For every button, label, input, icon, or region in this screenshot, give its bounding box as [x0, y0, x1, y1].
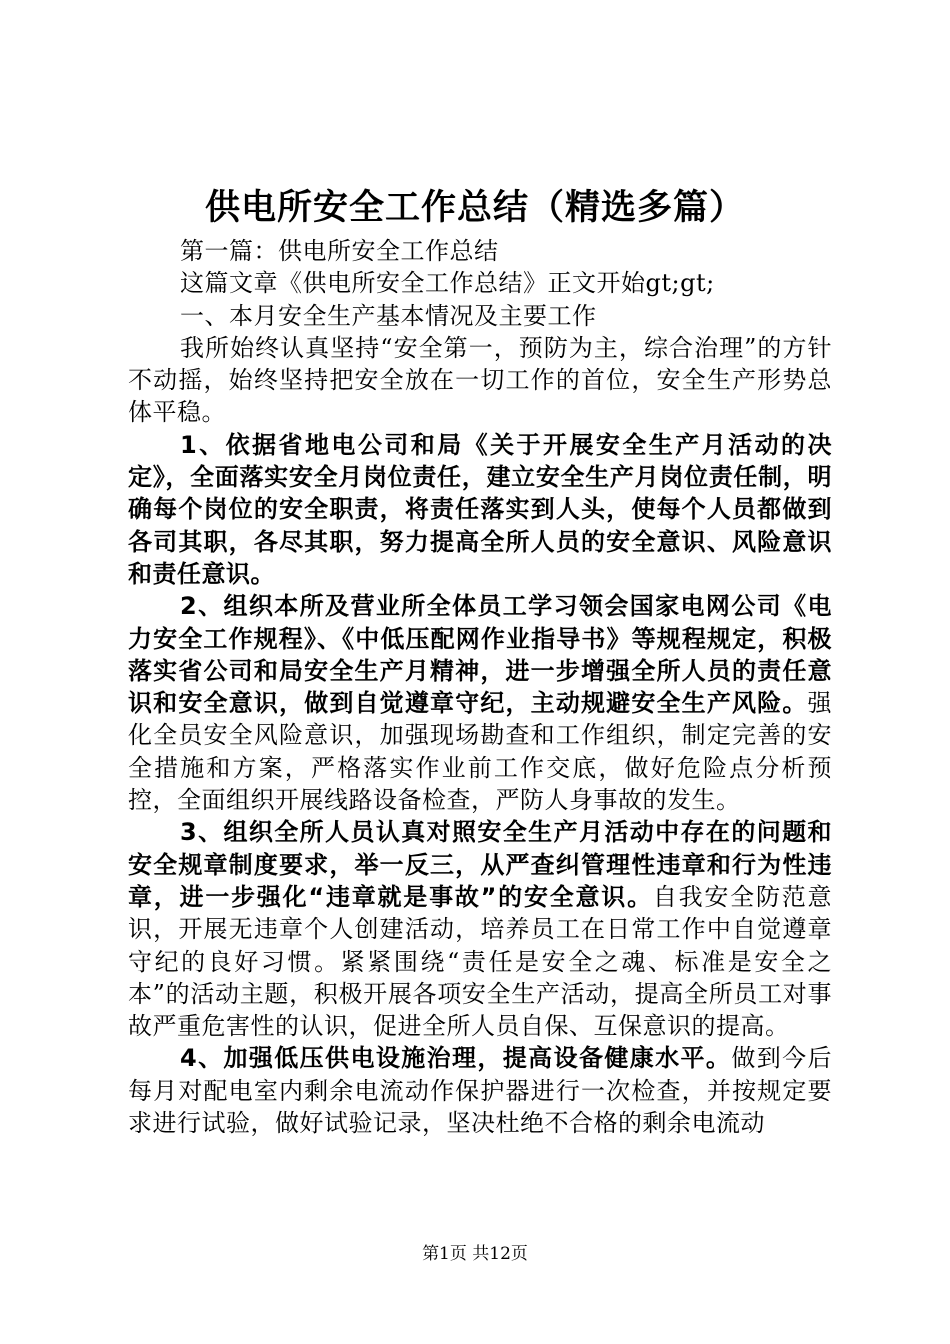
paragraph-text: 强化全员安全风险意识，加强现场勘查和工作组织，制定完善的安全措施和方案，严格落实作业前工作交底，做好危险点分析预控，全面组织开展线路设备检查，严防人身事故的发生。: [128, 689, 832, 815]
paragraph: [128, 268, 832, 300]
paragraph-text: 3、组织全所人员认真对照安全生产月活动中存在的问题和安全规章制度要求，举一反三，从严查纠管理性违章和行为性违章，进一步强化“违章就是事故”的安全意识。: [128, 818, 832, 911]
paragraph-text: 4、加强低压供电设施治理，提高设备健康水平。: [180, 1044, 732, 1073]
paragraph: [128, 817, 832, 1043]
paragraph: [128, 301, 832, 333]
paragraph-text: 做到今后每月对配电室内剩余电流动作保护器进行一次检查，并按规定要求进行试验，做好试验记录，坚决杜绝不合格的剩余电流动: [128, 1044, 833, 1138]
paragraph-text: 我所始终认真坚持“安全第一，预防为主，综合治理”的方针不动摇，始终坚持把安全放在一切工作的首位，安全生产形势总体平稳。: [128, 333, 832, 427]
paragraph: [128, 236, 832, 268]
paragraph: [128, 1043, 832, 1140]
paragraph-text: 1、依据省地电公司和局《关于开展安全生产月活动的决定》，全面落实安全月岗位责任，建立安全生产月岗位责任制，明确每个岗位的安全职责，将责任落实到人头，使每个人员都做到各司其职，各尽其职，努力提高全所人员的安全意识、风险意识和责任意识。: [128, 430, 832, 588]
paragraph: [128, 430, 832, 591]
paragraph-text: 自我安全防范意识，开展无违章个人创建活动，培养员工在日常工作中自觉遵章守纪的良好习惯。紧紧围绕“责任是安全之魂、标准是安全之本”的活动主题，积极开展各项安全生产活动，提高全所员工对事故严重危害性的认识，促进全所人员自保、互保意识的提高。: [128, 882, 832, 1041]
paragraph: [128, 591, 832, 817]
paragraph-text: 2、组织本所及营业所全体员工学习领会国家电网公司《电力安全工作规程》、《中低压配网作业指导书》等规程规定，积极落实省公司和局安全生产月精神，进一步增强全所人员的责任意识和安全意识，做到自觉遵章守纪，主动规避安全生产风险。: [128, 592, 832, 718]
document-title: 供电所安全工作总结（精选多篇）: [204, 188, 745, 228]
page-footer: 第1页 共12页: [422, 1244, 528, 1264]
document-body: [128, 236, 832, 1140]
paragraph-text: 这篇文章《供电所安全工作总结》正文开始gt;gt;: [180, 269, 715, 298]
paragraph: [128, 333, 832, 430]
paragraph-text: 第一篇：供电所安全工作总结: [180, 237, 499, 265]
paragraph-text: 一、本月安全生产基本情况及主要工作: [180, 301, 597, 330]
